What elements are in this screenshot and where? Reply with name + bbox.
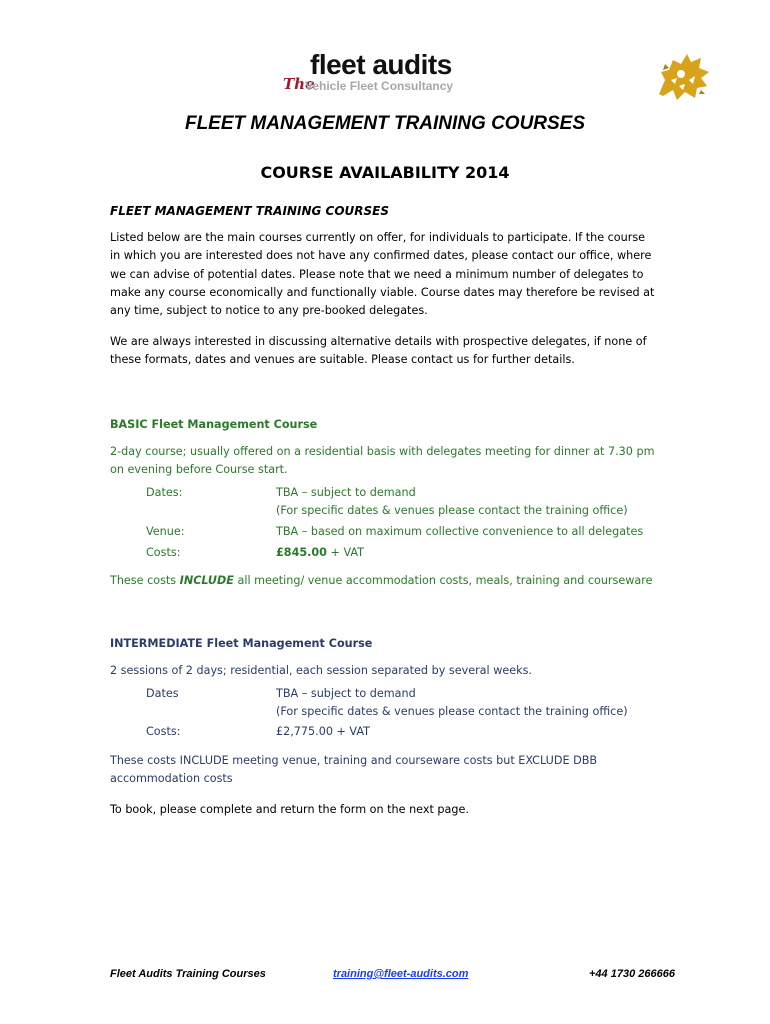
intermediate-dates-value: TBA – subject to demand [276, 687, 416, 700]
basic-desc-line: 2-day course; usually offered on a residential basis with delegates meeting for dinner at 7.30 pm [110, 445, 655, 458]
intro-line: we can advise of potential dates. Please note that we need a minimum number of delegates to [110, 267, 644, 281]
intermediate-note-line: accommodation costs [110, 772, 233, 786]
footer-phone: +44 1730 266666 [589, 968, 675, 980]
crest-emblem-icon [651, 50, 713, 102]
alt-line: these formats, dates and venues are suitable. Please contact us for further details. [110, 353, 575, 367]
footer-company: Fleet Audits Training Courses [110, 968, 266, 980]
intermediate-course-description: 2 sessions of 2 days; residential, each session separated by several weeks. [110, 664, 532, 677]
intermediate-costs-label: Costs: [146, 725, 181, 738]
alternatives-paragraph [110, 333, 680, 370]
intro-paragraph [110, 229, 680, 320]
basic-dates-label: Dates: [146, 486, 183, 499]
booking-instruction: To book, please complete and return the form on the next page. [110, 803, 469, 816]
company-logo [283, 50, 483, 100]
basic-desc-line: on evening before Course start. [110, 463, 288, 477]
page-subtitle: COURSE AVAILABILITY 2014 [260, 163, 510, 182]
intro-line: Listed below are the main courses currently on offer, for individuals to participate. If the course [110, 231, 646, 244]
intermediate-course-title: INTERMEDIATE Fleet Management Course [110, 637, 373, 650]
basic-note-post: all meeting/ venue accommodation costs, meals, training and courseware [233, 574, 653, 587]
page-title: FLEET MANAGEMENT TRAINING COURSES [184, 113, 586, 134]
intermediate-dates-label: Dates [146, 687, 179, 700]
basic-costs-vat: + VAT [326, 546, 365, 559]
intermediate-costs-value: £2,775.00 + VAT [276, 725, 370, 738]
basic-course-description [110, 443, 690, 480]
alt-line: We are always interested in discussing alternative details with prospective delegates, if none of [110, 335, 647, 348]
intermediate-costs-note [110, 752, 690, 789]
section-heading: FLEET MANAGEMENT TRAINING COURSES [110, 204, 389, 218]
logo-the-text: The [283, 75, 315, 93]
basic-dates-note: (For specific dates & venues please contact the training office) [276, 504, 628, 517]
basic-note-emphasis: INCLUDE [179, 574, 234, 587]
basic-costs-label: Costs: [146, 546, 181, 559]
basic-costs-amount: £845.00 [276, 546, 327, 559]
intro-line: make any course economically and functionally viable. Course dates may therefore be revised at [110, 285, 655, 299]
basic-note-pre: These costs [110, 574, 180, 587]
basic-dates-value: TBA – subject to demand [276, 486, 416, 499]
basic-venue-label: Venue: [146, 525, 185, 538]
basic-course-title: BASIC Fleet Management Course [110, 418, 318, 431]
basic-costs-value [276, 544, 364, 562]
basic-venue-value: TBA – based on maximum collective convenience to all delegates [276, 525, 644, 538]
intro-line: any time, subject to notice to any pre-booked delegates. [110, 304, 428, 318]
logo-tagline: Vehicle Fleet Consultancy [305, 79, 454, 93]
footer-email-link[interactable]: training@fleet-audits.com [333, 968, 469, 980]
logo-name: fleet audits [310, 49, 452, 80]
intermediate-note-line: These costs INCLUDE meeting venue, training and courseware costs but EXCLUDE DBB [110, 754, 598, 767]
intro-line: in which you are interested does not have any confirmed dates, please contact our office, where [110, 249, 652, 263]
intermediate-dates-note: (For specific dates & venues please contact the training office) [276, 705, 628, 718]
basic-costs-note [110, 572, 653, 590]
